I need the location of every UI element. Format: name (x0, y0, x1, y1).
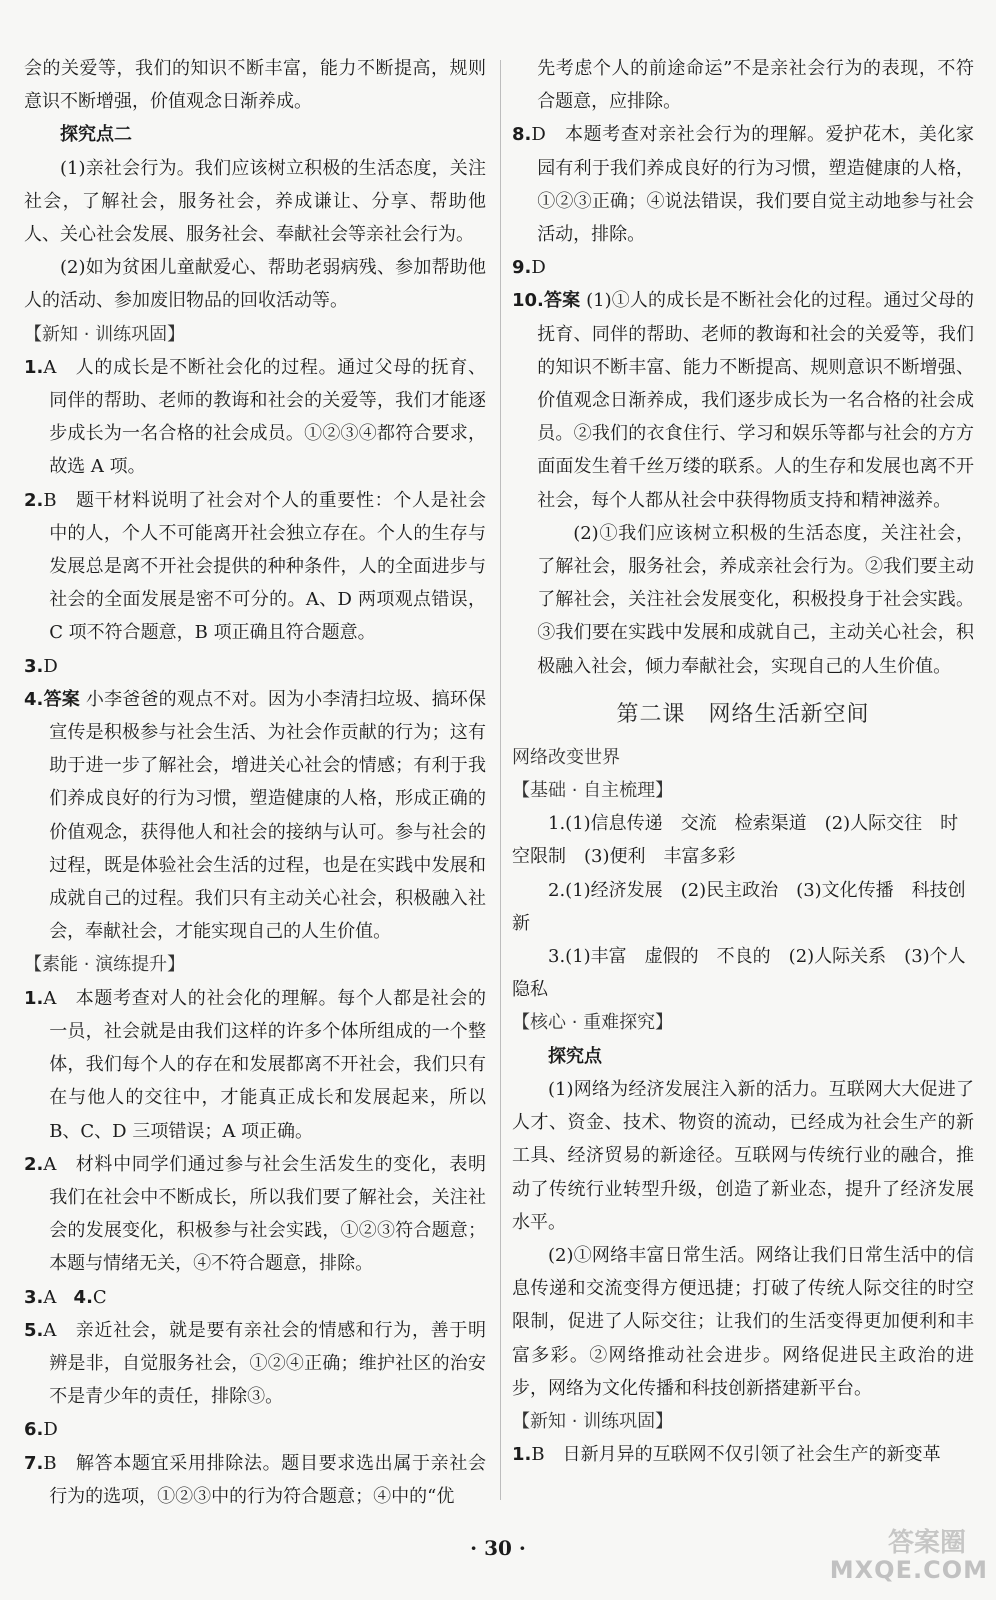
page-number: · 30 · (470, 1536, 526, 1560)
answer-item (24, 650, 486, 683)
answer-item (512, 118, 974, 251)
item-text: D (531, 257, 546, 279)
answer-item-pair (24, 1281, 486, 1314)
answer-label: 答案 (543, 290, 581, 312)
item-number: 2. (24, 1153, 44, 1175)
item-text: D (43, 655, 58, 677)
item-text: B 解答本题宜采用排除法。题目要求选出属于亲社会行为的选项，①②③中的行为符合题意；④中的“优 (43, 1452, 486, 1507)
right-column (512, 52, 974, 1471)
fill-answer-1: 1.(1)信息传递 交流 检索渠道 (2)人际交往 时空限制 (3)便利 丰富多彩 (512, 813, 959, 868)
paragraph-continuation: 会的关爱等，我们的知识不断丰富，能力不断提高，规则意识不断增强，价值观念日渐养成。 (24, 58, 486, 113)
answer-item (512, 284, 974, 516)
item-number: 1. (24, 356, 44, 378)
section-label-hexin: 【核心 · 重难探究】 (512, 1012, 674, 1034)
answer-item (24, 484, 486, 650)
paragraph-explore-2-1: (1)亲社会行为。我们应该树立积极的生活态度，关注社会，了解社会，服务社会，养成谦让、分享、帮助他人、关心社会发展、服务社会、奉献社会等亲社会行为。 (24, 157, 486, 246)
item-text: A 亲近社会，就是要有亲社会的情感和行为，善于明辨是非，自觉服务社会，①②④正确；维护社区的治安不是青少年的责任，排除③。 (43, 1319, 486, 1408)
item-number: 1. (24, 987, 44, 1009)
answer-item (24, 982, 486, 1148)
item-number: 2. (24, 489, 44, 511)
item-text: C (92, 1286, 107, 1308)
answer-item (24, 1314, 486, 1414)
answer-item (24, 351, 486, 484)
item-text: B 题干材料说明了社会对个人的重要性：个人是社会中的人，个人不可能离开社会独立存在。个人的生存与发展总是离不开社会提供的种种条件，人的全面进步与社会的全面发展是密不可分的。A、D 两项观点错误，C 项不符合题意，B 项正确且符合题意。 (43, 489, 486, 644)
section-label-xinzhi-2: 【新知 · 训练巩固】 (512, 1410, 674, 1432)
answer-item (512, 1438, 974, 1471)
answer-label: 答案 (43, 688, 80, 710)
answer-item (24, 1447, 486, 1513)
item-number: 8. (512, 124, 532, 146)
left-column (24, 52, 486, 1513)
answer-item (512, 251, 974, 284)
paragraph-explore-2-2: (2)如为贫困儿童献爱心、帮助老弱病残、参加帮助他人的活动、参加废旧物品的回收活动等。 (24, 257, 486, 312)
item-number: 9. (512, 257, 532, 279)
paragraph-explore-1: (1)网络为经济发展注入新的活力。互联网大大促进了人才、资金、技术、物资的流动，已经成为社会生产的新工具、经济贸易的新途径。互联网与传统行业的融合，推动了传统行业转型升级，创造了新业态，提升了经济发展水平。 (512, 1078, 974, 1233)
section-subtitle: 网络改变世界 (512, 746, 620, 768)
section-label-jichu: 【基础 · 自主梳理】 (512, 780, 674, 802)
item-number: 7. (24, 1452, 44, 1474)
item-text: A 人的成长是不断社会化的过程。通过父母的抚育、同伴的帮助、老师的教诲和社会的关爱等，我们才能逐步成长为一名合格的社会成员。①②③④都符合要求，故选 A 项。 (43, 356, 486, 478)
paragraph-explore-2: (2)①网络丰富日常生活。网络让我们日常生活中的信息传递和交流变得方便迅捷；打破了传统人际交往的时空限制，促进了人际交往；让我们的生活变得更加便利和丰富多彩。②网络推动社会进步。网络促进民主政治的进步，网络为文化传播和科技创新搭建新平台。 (512, 1244, 974, 1399)
watermark-logo-text: 答案圈 (887, 1528, 966, 1558)
item-text: 小李爸爸的观点不对。因为小李清扫垃圾、搞环保宣传是积极参与社会生活、为社会作贡献的行为；这有助于进一步了解社会，增进关心社会的情感；有利于我们养成良好的行为习惯，塑造健康的人格，形成正确的价值观念，获得他人和社会的接纳与认可。参与社会的过程，既是体验社会生活的过程，也是在实践中发展和成就自己的过程。我们只有主动关心社会，积极融入社会，奉献社会，才能实现自己的人生价值。 (49, 688, 486, 943)
heading-explore: 探究点 (548, 1045, 602, 1067)
answer-item (24, 1413, 486, 1446)
item-text: (1)①人的成长是不断社会化的过程。通过父母的抚育、同伴的帮助、老师的教诲和社会的关爱等，我们的知识不断丰富、能力不断提高、规则意识不断增强、价值观念日渐养成，我们逐步成长为一名合格的社会成员。②我们的衣食住行、学习和娱乐等都与社会的方方面面发生着千丝万缕的联系。人的生存和发展也离不开社会，每个人都从社会中获得物质支持和精神滋养。 (537, 290, 974, 511)
item-number: 3. (24, 1286, 44, 1308)
item-number: 4. (24, 688, 44, 710)
item-text: A 本题考查对人的社会化的理解。每个人都是社会的一员，社会就是由我们这样的许多个体所组成的一个整体，我们每个人的存在和发展都离不开社会，我们只有在与他人的交往中，才能真正成长和发展起来，所以 B、C、D 三项错误；A 项正确。 (43, 987, 486, 1142)
section-label-suneng: 【素能 · 演练提升】 (24, 954, 186, 976)
column-divider (500, 60, 501, 1500)
paragraph-answer-part-2: (2)①我们应该树立积极的生活态度，关注社会，了解社会，服务社会，养成亲社会行为。②我们要主动了解社会，关注社会发展变化，积极投身于社会实践。③我们要在实践中发展和成就自己，主动关心社会，积极融入社会，倾力奉献社会，实现自己的人生价值。 (537, 522, 974, 677)
answer-item (24, 1148, 486, 1281)
item-text: A (43, 1286, 57, 1308)
item-number: 5. (24, 1319, 44, 1341)
item-number: 1. (512, 1444, 532, 1466)
paragraph-continuation: 先考虑个人的前途命运”不是亲社会行为的表现，不符合题意，应排除。 (537, 58, 974, 113)
item-text: D 本题考查对亲社会行为的理解。爱护花木，美化家园有利于我们养成良好的行为习惯，塑造健康的人格，①②③正确；④说法错误，我们要自觉主动地参与社会活动，排除。 (531, 124, 974, 246)
section-label-xinzhi: 【新知 · 训练巩固】 (24, 323, 186, 345)
watermark-url: MXQE.COM (829, 1556, 988, 1584)
item-text: A 材料中同学们通过参与社会生活发生的变化，表明我们在社会中不断成长，所以我们要了解社会，关注社会的发展变化，积极参与社会实践，①②③符合题意；本题与情绪无关，④不符合题意，排除。 (43, 1153, 486, 1275)
item-text: B 日新月异的互联网不仅引领了社会生产的新变革 (531, 1444, 941, 1466)
lesson-title: 第二课 网络生活新空间 (616, 701, 870, 727)
answer-item (24, 683, 486, 949)
item-text: D (43, 1419, 58, 1441)
fill-answer-3: 3.(1)丰富 虚假的 不良的 (2)人际关系 (3)个人隐私 (512, 946, 966, 1001)
fill-answer-2: 2.(1)经济发展 (2)民主政治 (3)文化传播 科技创新 (512, 879, 966, 934)
item-number: 4. (73, 1286, 93, 1308)
item-number: 10. (512, 290, 544, 312)
heading-explore-2: 探究点二 (60, 124, 132, 146)
item-number: 6. (24, 1419, 44, 1441)
item-number: 3. (24, 655, 44, 677)
